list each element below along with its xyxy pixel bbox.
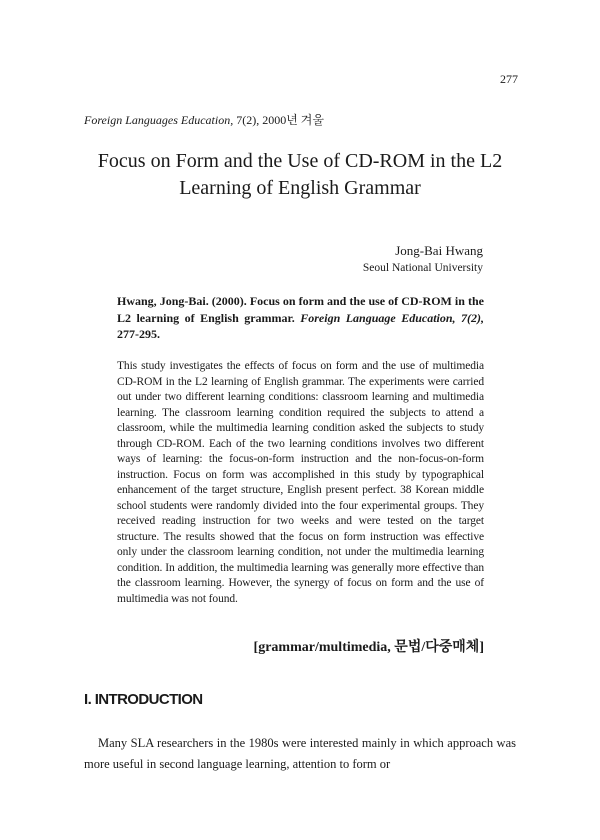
abstract: This study investigates the effects of focus on form and the use of multimedia CD-ROM in the L2 learning of English grammar. The experiments were carried out under two different learning conditions: classroom learning and multimedia learning. The classroom learning condition required the subjects to attend a classroom, while the multimedia learning condition asked the subjects to study through CD-ROM. Each of the two learning conditions involves two different ways of learning: the focus-on-form instruction and the non-focus-on-form instruction. Focus on form was accomplished in this study by typographical enhancement of the target structure, English present perfect. 38 Korean middle school students were randomly divided into the four experimental groups. They received reading instruction for two weeks and were tested on the target structure. The results showed that the focus on form instruction was effective only under the classroom learning condition, not under the multimedia learning condition. In addition, the multimedia learning was generally more effective than the classroom learning. However, the synergy of focus on form and the use of multimedia was not found. xyxy=(117,360,484,605)
section-heading: I. INTRODUCTION xyxy=(84,691,203,708)
keywords: [grammar/multimedia, 문법/다중매체] xyxy=(253,640,484,655)
citation-block xyxy=(117,293,484,343)
body-paragraph: Many SLA researchers in the 1980s were interested mainly in which approach was more useful in second language learning, attention to form or xyxy=(84,736,516,771)
author-affiliation: Seoul National University xyxy=(362,262,483,274)
citation-pages: 277-295. xyxy=(117,327,160,341)
citation-lead: Hwang, Jong-Bai. (2000). Focus on form and the use of CD-ROM in the L2 learning of English grammar. xyxy=(117,294,484,325)
page-number: 277 xyxy=(500,72,518,86)
paper-title: Focus on Form and the Use of CD-ROM in the L2 Learning of English Grammar xyxy=(97,150,503,199)
journal-volume: 7(2), 2000년 겨울 xyxy=(236,113,324,127)
author-name: Jong-Bai Hwang xyxy=(395,243,483,258)
journal-name: Foreign Languages Education, xyxy=(84,113,234,127)
citation-journal: Foreign Language Education, 7(2), xyxy=(300,310,484,325)
journal-header xyxy=(84,111,324,128)
